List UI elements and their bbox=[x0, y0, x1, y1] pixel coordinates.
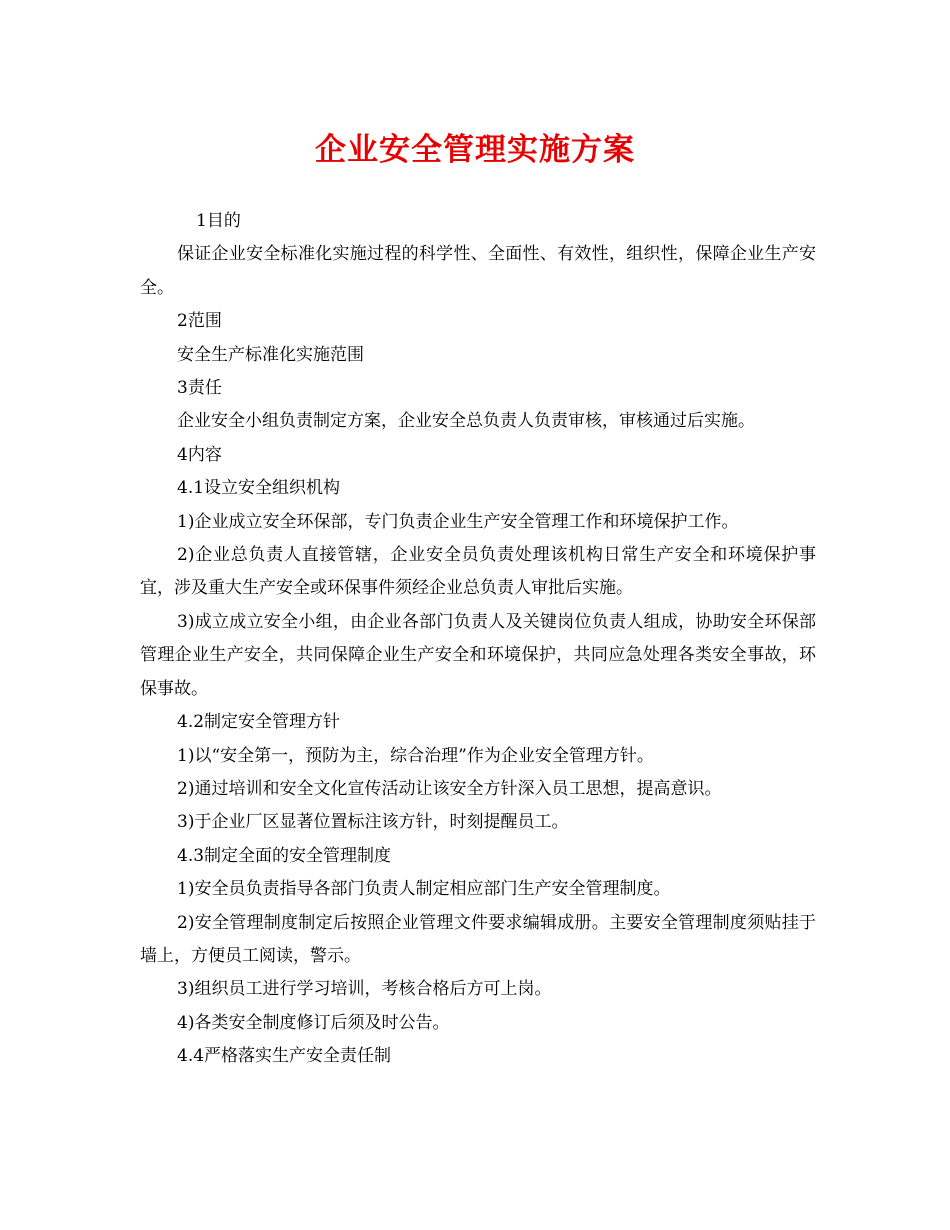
list-item-4-1-1: 1)企业成立安全环保部，专门负责企业生产安全管理工作和环境保护工作。 bbox=[177, 511, 739, 532]
paragraph-purpose: 保证企业安全标准化实施过程的科学性、全面性、有效性，组织性，保障企业生产安全。 bbox=[140, 244, 816, 298]
list-item-4-3-2: 2)安全管理制度制定后按照企业管理文件要求编辑成册。主要安全管理制度须贴挂于墙上，方便员工阅读，警示。 bbox=[140, 912, 816, 966]
section-heading-purpose: 1目的 bbox=[196, 211, 241, 231]
section-heading-responsibility: 3责任 bbox=[177, 378, 222, 399]
section-heading-scope: 2范围 bbox=[177, 311, 222, 332]
paragraph-scope: 安全生产标准化实施范围 bbox=[177, 344, 364, 365]
list-item-4-3-1: 1)安全员负责指导各部门负责人制定相应部门生产安全管理制度。 bbox=[177, 879, 671, 900]
subsection-heading-4-1: 4.1设立安全组织机构 bbox=[177, 478, 341, 499]
list-item-4-2-1: 1)以“安全第一，预防为主，综合治理”作为企业安全管理方针。 bbox=[177, 745, 654, 766]
subsection-heading-4-4: 4.4严格落实生产安全责任制 bbox=[177, 1046, 392, 1067]
section-heading-content: 4内容 bbox=[177, 444, 222, 465]
list-item-4-2-2: 2)通过培训和安全文化宣传活动让该安全方针深入员工思想，提高意识。 bbox=[177, 778, 722, 799]
paragraph-responsibility: 企业安全小组负责制定方案，企业安全总负责人负责审核，审核通过后实施。 bbox=[177, 411, 755, 432]
subsection-heading-4-3: 4.3制定全面的安全管理制度 bbox=[177, 845, 392, 866]
list-item-4-1-2: 2)企业总负责人直接管辖，企业安全员负责处理该机构日常生产安全和环境保护事宜，涉及重大生产安全或环保事件须经企业总负责人审批后实施。 bbox=[140, 545, 816, 599]
document-title: 企业安全管理实施方案 bbox=[315, 132, 635, 168]
document-body bbox=[140, 205, 816, 1074]
list-item-4-3-4: 4)各类安全制度修订后须及时公告。 bbox=[177, 1012, 450, 1033]
list-item-4-3-3: 3)组织员工进行学习培训，考核合格后方可上岗。 bbox=[177, 979, 552, 1000]
list-item-4-2-3: 3)于企业厂区显著位置标注该方针，时刻提醒员工。 bbox=[177, 812, 569, 833]
list-item-4-1-3: 3)成立成立安全小组，由企业各部门负责人及关键岗位负责人组成，协助安全环保部管理企业生产安全，共同保障企业生产安全和环境保护，共同应急处理各类安全事故，环保事故。 bbox=[140, 611, 816, 699]
subsection-heading-4-2: 4.2制定安全管理方针 bbox=[177, 712, 341, 733]
